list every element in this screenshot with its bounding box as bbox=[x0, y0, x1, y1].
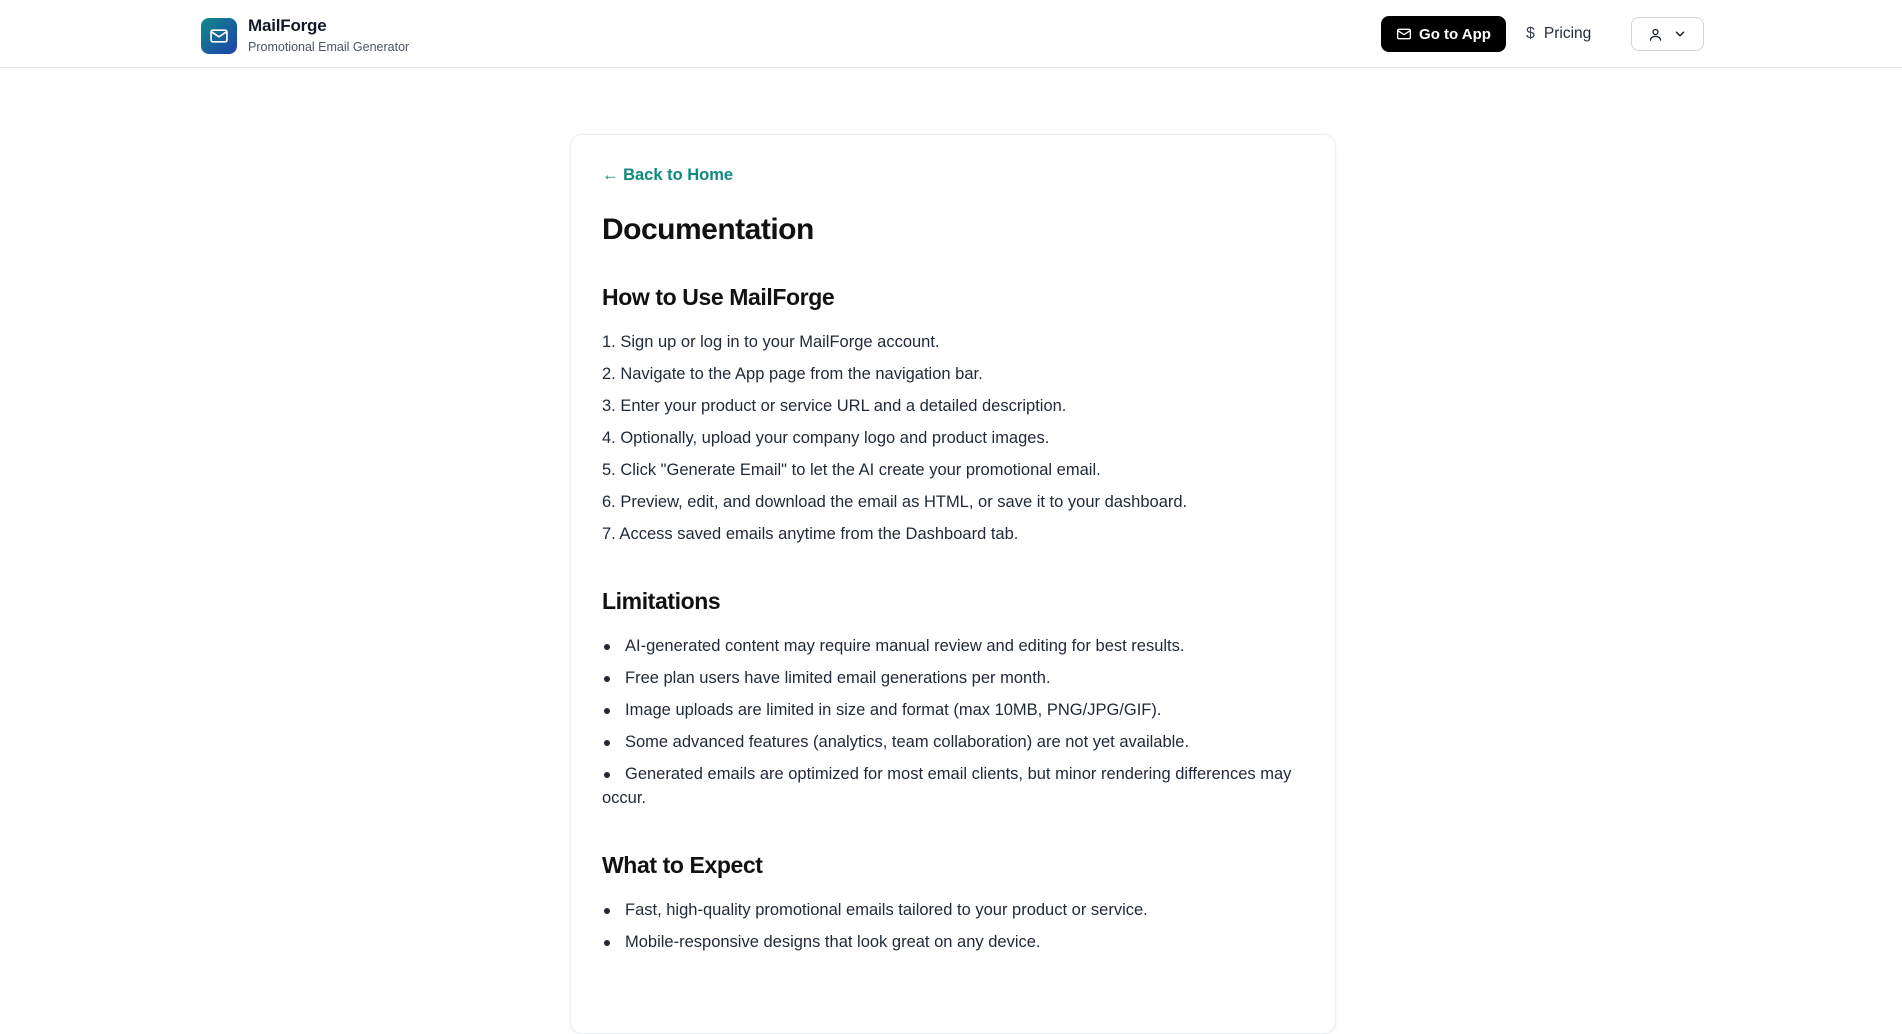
list-item: Mobile-responsive designs that look great on any device. bbox=[602, 930, 1302, 954]
user-icon bbox=[1648, 27, 1663, 42]
list-item: 5. Click "Generate Email" to let the AI create your promotional email. bbox=[602, 461, 1101, 479]
brand-logo bbox=[201, 18, 237, 54]
list-item: Image uploads are limited in size and format (max 10MB, PNG/JPG/GIF). bbox=[602, 698, 1302, 722]
brand-name: MailForge bbox=[248, 16, 327, 35]
list-item: Some advanced features (analytics, team collaboration) are not yet available. bbox=[602, 730, 1302, 754]
section-heading-how-to-use: How to Use MailForge bbox=[602, 284, 835, 310]
back-to-home-link[interactable]: ← Back to Home bbox=[602, 166, 734, 184]
mail-icon bbox=[209, 26, 229, 46]
list-item: 3. Enter your product or service URL and a detailed description. bbox=[602, 397, 1067, 415]
chevron-down-icon bbox=[1673, 27, 1687, 41]
section-heading-what-to-expect: What to Expect bbox=[602, 852, 763, 878]
list-item: 4. Optionally, upload your company logo and product images. bbox=[602, 429, 1050, 447]
brand[interactable] bbox=[201, 16, 409, 55]
list-item: 6. Preview, edit, and download the email as HTML, or save it to your dashboard. bbox=[602, 493, 1188, 511]
documentation-card bbox=[570, 134, 1336, 1034]
page-title: Documentation bbox=[602, 213, 814, 246]
list-item: 7. Access saved emails anytime from the Dashboard tab. bbox=[602, 525, 1019, 543]
what-to-expect-list bbox=[602, 898, 1302, 962]
how-to-use-steps bbox=[602, 330, 1302, 554]
list-item: Free plan users have limited email generations per month. bbox=[602, 666, 1302, 690]
dollar-icon: $ bbox=[1526, 25, 1535, 42]
brand-text bbox=[248, 16, 409, 55]
go-to-app-label: Go to App bbox=[1419, 25, 1491, 43]
top-navigation-bar bbox=[0, 0, 1902, 68]
list-item: Fast, high-quality promotional emails tailored to your product or service. bbox=[602, 898, 1302, 922]
list-item: AI-generated content may require manual review and editing for best results. bbox=[602, 634, 1302, 658]
mail-icon bbox=[1396, 26, 1412, 42]
list-item: 2. Navigate to the App page from the navigation bar. bbox=[602, 365, 983, 383]
limitations-list bbox=[602, 634, 1302, 818]
pricing-label: Pricing bbox=[1543, 25, 1592, 42]
list-item: 1. Sign up or log in to your MailForge account. bbox=[602, 333, 940, 351]
list-item: Generated emails are optimized for most email clients, but minor rendering differences may occur. bbox=[602, 762, 1302, 810]
brand-subtitle: Promotional Email Generator bbox=[248, 40, 410, 54]
section-heading-limitations: Limitations bbox=[602, 588, 721, 614]
user-menu-button[interactable] bbox=[1631, 17, 1704, 51]
go-to-app-button[interactable] bbox=[1381, 16, 1506, 52]
pricing-link[interactable] bbox=[1526, 16, 1591, 52]
